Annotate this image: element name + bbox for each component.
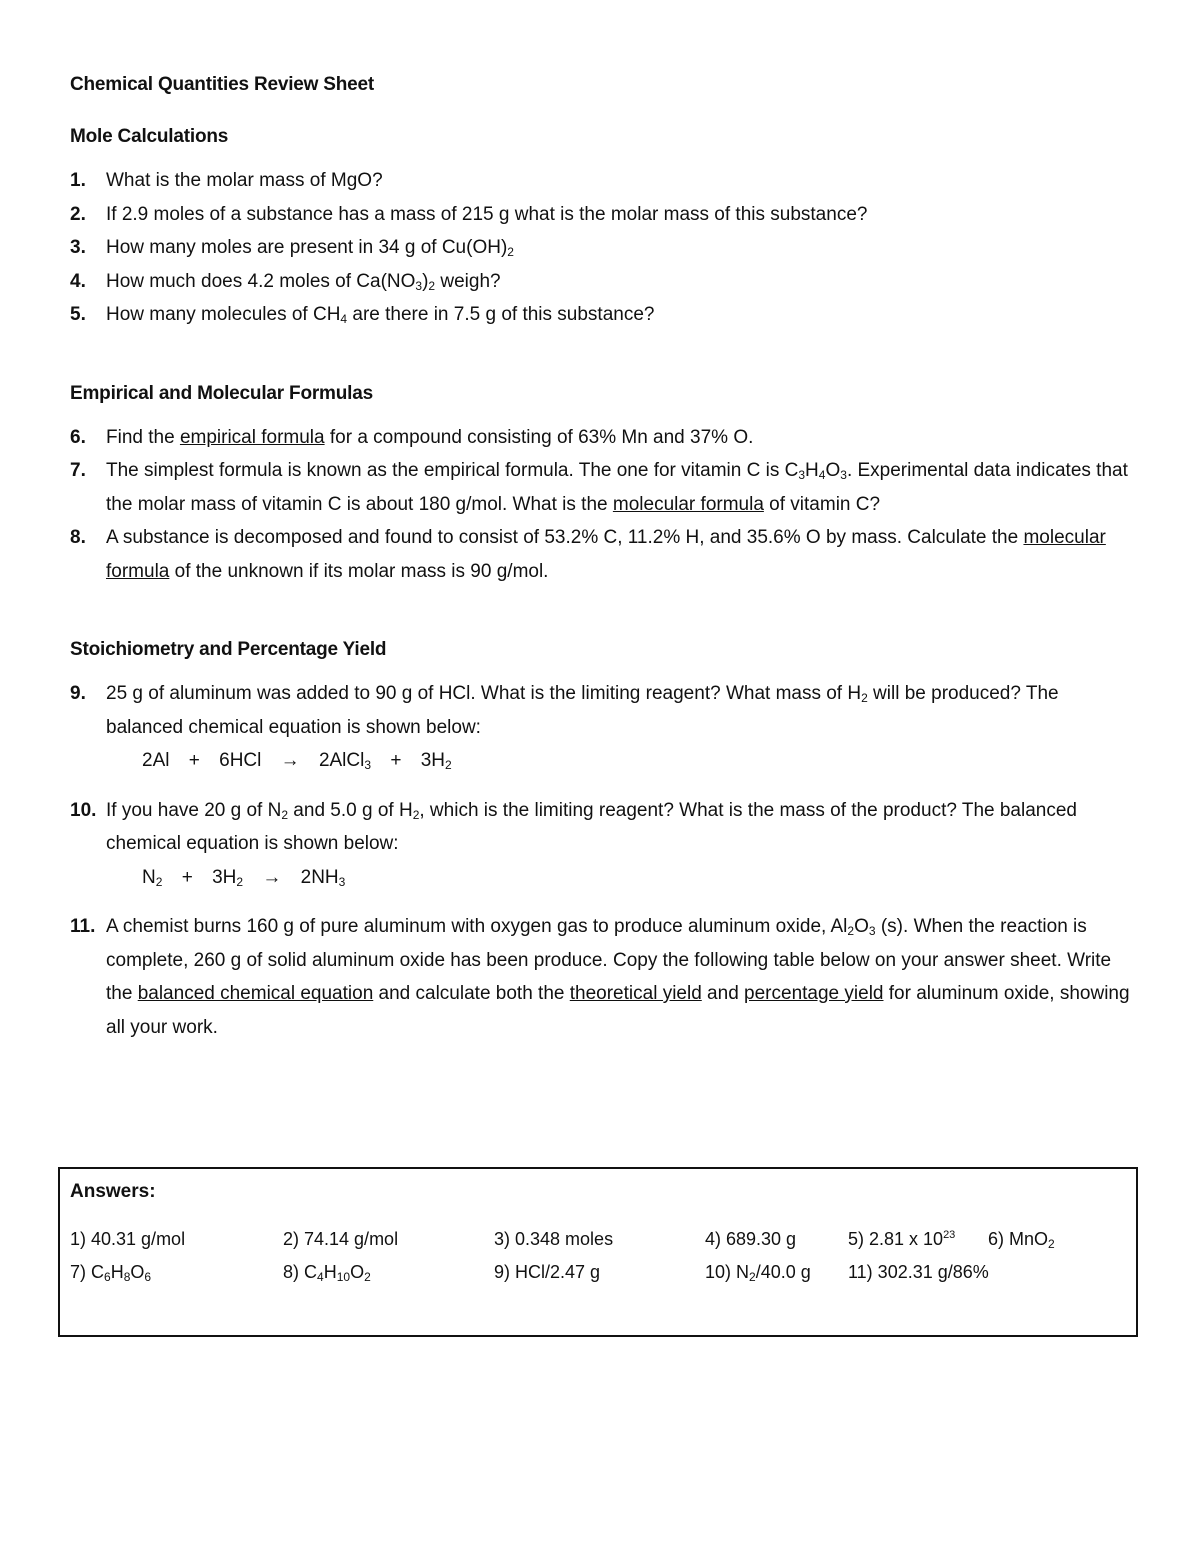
- question-text: for aluminum oxide, showing all your work.: [106, 983, 1130, 1038]
- answer-text: 5) 2.81 x 10: [848, 1229, 944, 1249]
- subscript: 2: [1048, 1237, 1055, 1251]
- question-number: 1.: [70, 170, 86, 191]
- subscript: 8: [123, 1270, 131, 1284]
- subscript: 2: [507, 245, 514, 259]
- subscript: 4: [340, 312, 348, 326]
- underlined-term: percentage yield: [744, 983, 884, 1004]
- answer-text: H: [110, 1262, 124, 1282]
- question-text: weigh?: [435, 270, 501, 292]
- chemical-equation: [106, 861, 1140, 895]
- product: 2NH: [300, 866, 339, 888]
- question-text: . Experimental data indicates that the molar mass of vitamin C is about 180 g/mol. What is the: [106, 460, 1128, 515]
- question-number: 10.: [70, 799, 97, 821]
- answer-text: O: [130, 1262, 145, 1282]
- underlined-term: molecular formula: [612, 493, 764, 515]
- underlined-term: empirical formula: [179, 426, 325, 448]
- reactant: N: [142, 866, 156, 888]
- question-1: [70, 164, 1140, 198]
- question-text: A substance is decomposed and found to consist of 53.2% C, 11.2% H, and 35.6% O by mass. Calculate the: [106, 527, 1024, 548]
- superscript: 23: [943, 1229, 956, 1241]
- question-number: 8.: [70, 527, 86, 548]
- underlined-term: balanced chemical equation: [137, 983, 374, 1004]
- subscript: 2: [445, 758, 452, 772]
- chemical-equation: [106, 744, 1140, 778]
- answer-5: [848, 1229, 955, 1250]
- question-text: H: [805, 460, 819, 481]
- subscript: 2: [364, 1270, 371, 1284]
- question-text: Find the: [106, 426, 180, 448]
- subscript: 2: [428, 278, 436, 293]
- question-text: of vitamin C?: [763, 493, 881, 515]
- question-text: (s). When the reaction is complete, 260 g of solid aluminum oxide has been produce. Copy the following table below on your answer sheet. Write the: [106, 916, 1112, 1004]
- question-3: [70, 231, 1140, 265]
- question-text: 25 g of aluminum was added to 90 g of HCl. What is the limiting reagent? What mass of H: [106, 683, 862, 704]
- question-10: [70, 794, 1140, 895]
- question-list-mole: [70, 164, 1140, 332]
- arrow-icon: →: [262, 866, 282, 888]
- answer-text: 7) C: [70, 1262, 105, 1282]
- question-11: [70, 910, 1140, 1044]
- product: 2AlCl: [318, 750, 365, 771]
- answer-text: /40.0 g: [755, 1262, 811, 1282]
- question-text: How many molecules of CH: [106, 304, 341, 325]
- question-list-stoichiometry: [70, 677, 1140, 1044]
- answer-9: 9) HCl/2.47 g: [494, 1262, 601, 1282]
- subscript: 2: [412, 807, 420, 822]
- question-number: 7.: [70, 460, 86, 481]
- question-number: 9.: [70, 683, 86, 704]
- question-text: How many moles are present in 34 g of Cu(OH): [106, 237, 508, 258]
- subscript: 6: [104, 1270, 111, 1284]
- subscript: 2: [847, 924, 855, 938]
- question-number: 4.: [70, 270, 86, 292]
- plus-sign: +: [390, 750, 402, 771]
- answer-8: [283, 1262, 371, 1283]
- question-text: for a compound consisting of 63% Mn and 37% O.: [324, 426, 754, 448]
- answer-1: 1) 40.31 g/mol: [70, 1229, 186, 1249]
- question-text: of the unknown if its molar mass is 90 g/mol.: [169, 560, 549, 582]
- question-number: 3.: [70, 237, 86, 258]
- subscript: 3: [798, 468, 806, 482]
- underlined-term: molecular formula: [106, 527, 1106, 582]
- answer-text: 10) N: [705, 1262, 750, 1282]
- underlined-term: theoretical yield: [569, 983, 702, 1004]
- reactant: 3H: [212, 866, 237, 888]
- answer-6: [988, 1229, 1055, 1250]
- answer-7: [70, 1262, 151, 1283]
- question-text: If 2.9 moles of a substance has a mass of 215 g what is the molar mass of this substance?: [106, 203, 868, 225]
- question-number: 6.: [70, 426, 86, 448]
- reactant: 2Al: [142, 750, 170, 771]
- question-text: O: [825, 460, 841, 481]
- answer-2: 2) 74.14 g/mol: [283, 1229, 399, 1249]
- section-heading-stoichiometry: Stoichiometry and Percentage Yield: [70, 639, 387, 660]
- question-text: and calculate both the: [373, 983, 570, 1004]
- answer-text: H: [323, 1262, 337, 1282]
- plus-sign: +: [188, 750, 200, 771]
- subscript: 4: [818, 468, 826, 482]
- question-number: 5.: [70, 304, 86, 325]
- subscript: 4: [317, 1270, 324, 1284]
- question-text: are there in 7.5 g of this substance?: [347, 304, 655, 325]
- answer-text: 8) C: [283, 1262, 318, 1282]
- answer-4: 4) 689.30 g: [705, 1229, 797, 1249]
- answer-10: [705, 1262, 811, 1283]
- section-heading-empirical-molecular: Empirical and Molecular Formulas: [70, 382, 373, 404]
- question-7: [70, 454, 1140, 521]
- question-text: ): [422, 270, 429, 292]
- page-title: Chemical Quantities Review Sheet: [70, 74, 375, 95]
- question-text: , which is the limiting reagent? What is the mass of the product? The balanced chemical equation is shown below:: [106, 799, 1077, 854]
- product: 3H: [420, 750, 445, 771]
- answer-11: 11) 302.31 g/86%: [848, 1262, 989, 1282]
- subscript: 3: [338, 874, 346, 889]
- subscript: 10: [336, 1270, 351, 1284]
- question-text: If you have 20 g of N: [106, 799, 282, 821]
- question-list-empirical: [70, 421, 1140, 589]
- question-6: [70, 421, 1140, 455]
- answer-text: O: [350, 1262, 365, 1282]
- question-text: What is the molar mass of MgO?: [106, 170, 383, 191]
- question-2: [70, 198, 1140, 232]
- answers-heading: Answers:: [70, 1181, 156, 1202]
- question-5: [70, 298, 1140, 332]
- answer-3: 3) 0.348 moles: [494, 1229, 614, 1249]
- question-9: [70, 677, 1140, 778]
- plus-sign: +: [181, 866, 193, 888]
- question-text: A chemist burns 160 g of pure aluminum with oxygen gas to produce aluminum oxide, Al: [106, 916, 848, 937]
- question-4: [70, 265, 1140, 299]
- subscript: 3: [868, 924, 876, 938]
- answers-box: [58, 1167, 1138, 1337]
- subscript: 2: [281, 807, 289, 822]
- subscript: 3: [364, 758, 372, 772]
- subscript: 2: [861, 691, 868, 705]
- subscript: 2: [155, 874, 163, 889]
- section-heading-mole-calculations: Mole Calculations: [70, 126, 229, 147]
- worksheet-page: [70, 74, 1140, 1044]
- reactant: 6HCl: [219, 750, 262, 771]
- question-text: and 5.0 g of H: [288, 799, 413, 821]
- question-text: How much does 4.2 moles of Ca(NO: [106, 270, 416, 292]
- subscript: 3: [840, 468, 847, 482]
- question-number: 2.: [70, 203, 86, 225]
- question-text: will be produced? The balanced chemical equation is shown below:: [106, 683, 1059, 738]
- subscript: 2: [236, 874, 244, 889]
- answer-text: 6) MnO: [988, 1229, 1049, 1249]
- question-number: 11.: [70, 916, 96, 937]
- question-text: O: [854, 916, 869, 937]
- question-8: [70, 521, 1140, 588]
- arrow-icon: →: [280, 750, 300, 771]
- question-text: and: [701, 983, 745, 1004]
- subscript: 6: [144, 1270, 152, 1284]
- subscript: 3: [415, 278, 423, 293]
- subscript: 2: [749, 1270, 756, 1284]
- question-text: The simplest formula is known as the empirical formula. The one for vitamin C is C: [106, 460, 799, 481]
